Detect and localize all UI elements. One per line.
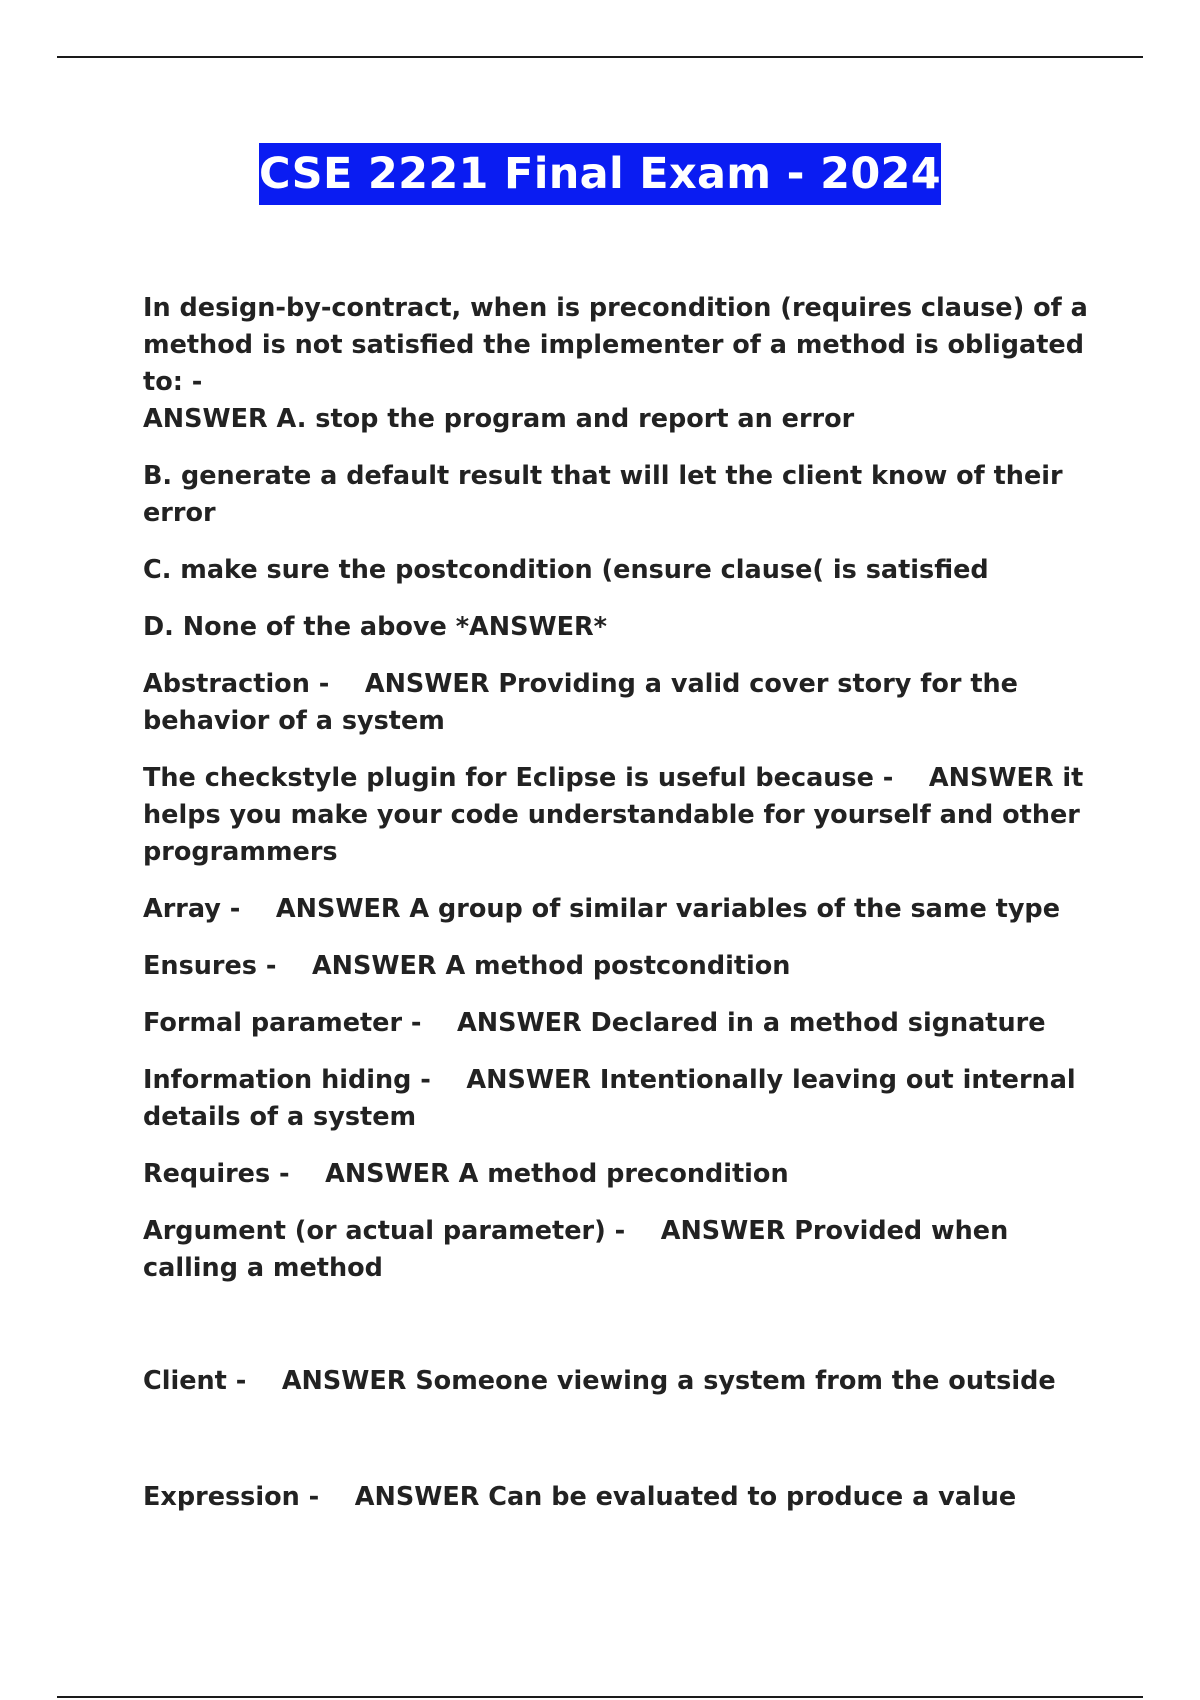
qa-term: Abstraction - — [143, 669, 330, 699]
qa-item — [143, 552, 1093, 589]
qa-term: Information hiding - — [143, 1065, 431, 1095]
qa-term: The checkstyle plugin for Eclipse is useful because - — [143, 763, 894, 793]
qa-answer: ANSWER Provided when calling a method — [143, 1216, 1009, 1283]
qa-item — [143, 891, 1093, 928]
qa-item — [143, 290, 1093, 438]
qa-answer: ANSWER Someone viewing a system from the outside — [281, 1366, 1056, 1396]
qa-answer: ANSWER Can be evaluated to produce a value — [354, 1482, 1017, 1512]
qa-term: In design-by-contract, when is precondition (requires clause) of a method is not satisfied the implementer of a method is obligated to: - — [143, 293, 1088, 397]
qa-answer: ANSWER Intentionally leaving out internal details of a system — [143, 1065, 1076, 1132]
qa-term: Array - — [143, 894, 241, 924]
qa-item — [143, 458, 1093, 532]
qa-item — [143, 1363, 1093, 1400]
qa-item — [143, 666, 1093, 740]
qa-item — [143, 948, 1093, 985]
qa-term: Requires - — [143, 1159, 290, 1189]
qa-item — [143, 1213, 1093, 1287]
qa-list — [143, 290, 1093, 1536]
qa-item — [143, 1156, 1093, 1193]
qa-answer: ANSWER Declared in a method signature — [457, 1008, 1046, 1038]
qa-term: Client - — [143, 1366, 247, 1396]
qa-answer: ANSWER A method precondition — [325, 1159, 789, 1189]
top-rule — [57, 56, 1143, 58]
qa-answer: ANSWER A. stop the program and report an error — [143, 404, 855, 434]
qa-answer: ANSWER it helps you make your code understandable for yourself and other programmers — [143, 763, 1084, 867]
qa-answer: B. generate a default result that will let the client know of their error — [143, 461, 1063, 528]
title-wrap — [0, 143, 1200, 205]
qa-answer: C. make sure the postcondition (ensure clause( is satisfied — [143, 555, 989, 585]
qa-item — [143, 760, 1093, 871]
qa-item — [143, 1005, 1093, 1042]
qa-term: Ensures - — [143, 951, 277, 981]
document-title: CSE 2221 Final Exam - 2024 — [259, 143, 941, 205]
qa-answer: D. None of the above *ANSWER* — [143, 612, 607, 642]
qa-term: Argument (or actual parameter) - — [143, 1216, 626, 1246]
qa-answer: ANSWER A method postcondition — [311, 951, 791, 981]
qa-answer: ANSWER A group of similar variables of the same type — [275, 894, 1060, 924]
bottom-rule — [57, 1696, 1143, 1698]
qa-item — [143, 609, 1093, 646]
qa-term: Expression - — [143, 1482, 320, 1512]
qa-item — [143, 1479, 1093, 1516]
qa-answer: ANSWER Providing a valid cover story for the behavior of a system — [143, 669, 1018, 736]
qa-item — [143, 1062, 1093, 1136]
qa-term: Formal parameter - — [143, 1008, 422, 1038]
